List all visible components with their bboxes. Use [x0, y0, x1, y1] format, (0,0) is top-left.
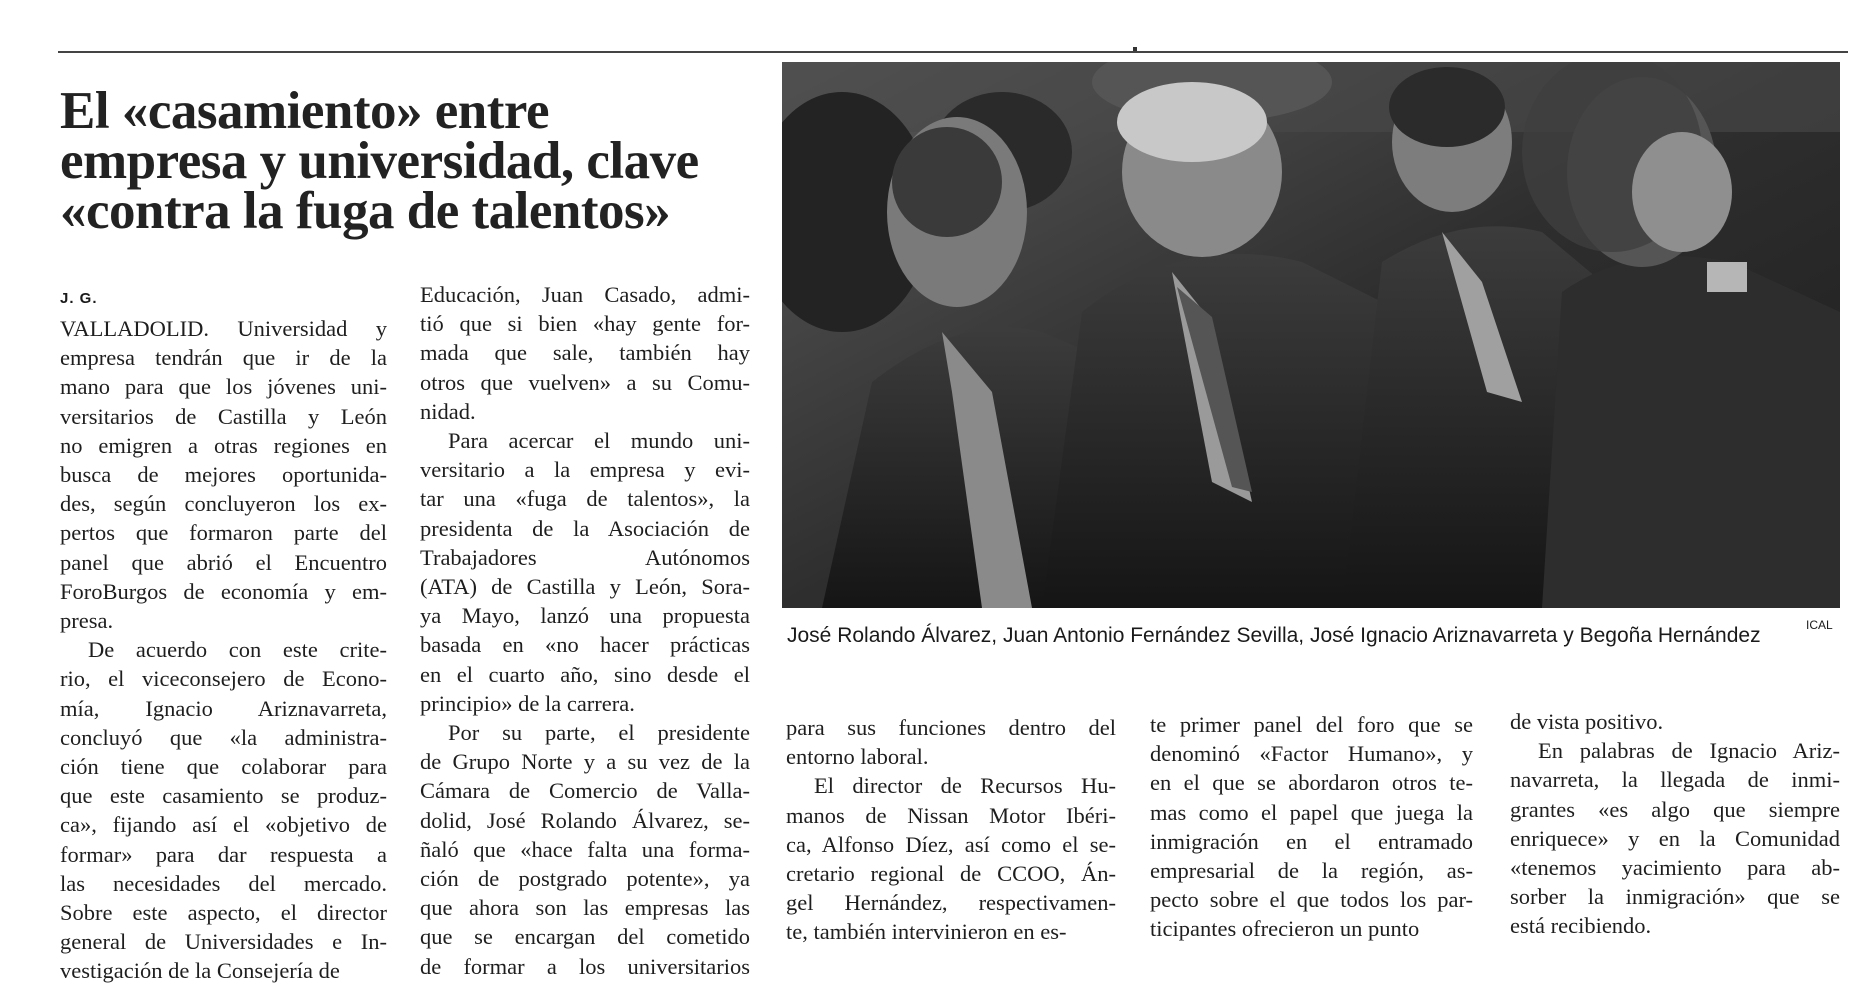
- article-line: inmigración en el entramado: [1150, 828, 1473, 854]
- article-line: sorber la inmigración» que se: [1510, 884, 1840, 910]
- article-line: Cámara de Comercio de Valla-: [420, 778, 750, 804]
- article-line: pecto sobre el que todos los par-: [1150, 887, 1473, 913]
- article-column-3: [786, 713, 1116, 947]
- article-line: basada en «no hacer prácticas: [420, 632, 750, 658]
- article-line: «tenemos yacimiento para ab-: [1510, 855, 1840, 881]
- article-line: presidenta de la Asociación de: [420, 515, 750, 541]
- article-line: (ATA) de Castilla y León, Sora-: [420, 574, 750, 600]
- rule-mark: [1133, 47, 1137, 51]
- article-line: ñaló que «hace falta una forma-: [420, 836, 750, 862]
- article-line: formar» para dar respuesta a: [60, 841, 387, 867]
- article-line: mía, Ignacio Ariznavarreta,: [60, 695, 387, 721]
- headline-line-2: empresa y universidad, clave: [60, 132, 699, 190]
- article-line: des, según concluyeron los ex-: [60, 491, 387, 517]
- article-line: nidad.: [420, 398, 476, 424]
- article-column-5: [1510, 707, 1840, 941]
- photo-caption: José Rolando Álvarez, Juan Antonio Fernández Sevilla, José Ignacio Ariznavarreta y Begoña Hernández: [787, 624, 1761, 647]
- article-line: para sus funciones dentro del: [786, 715, 1116, 740]
- article-line: está recibiendo.: [1510, 913, 1652, 939]
- article-line: Para acercar el mundo uni-: [448, 428, 750, 454]
- article-line: que este casamiento se produz-: [60, 783, 387, 809]
- article-line: de formar a los universitarios: [420, 953, 750, 979]
- article-line: gel Hernández, respectivamen-: [786, 890, 1116, 916]
- article-line: mas como el papel que juega la: [1150, 799, 1473, 825]
- article-line: tió que si bien «hay gente for-: [420, 311, 750, 337]
- article-line: Educación, Juan Casado, admi-: [420, 282, 750, 307]
- article-line: que se encargan del cometido: [420, 924, 750, 950]
- article-line: manos de Nissan Motor Ibéri-: [786, 802, 1116, 828]
- headline-line-3: «contra la fuga de talentos»: [60, 182, 671, 240]
- article-line: en el que se abordaron otros te-: [1150, 770, 1473, 796]
- article-line: Por su parte, el presidente: [448, 720, 750, 746]
- headline-line-1: El «casamiento» entre: [60, 82, 549, 140]
- article-line: tar una «fuga de talentos», la: [420, 486, 750, 512]
- article-line: te primer panel del foro que se: [1150, 712, 1473, 737]
- article-line: ca», fijando así el «objetivo de: [60, 812, 387, 838]
- article-line: versitarios de Castilla y León: [60, 403, 387, 429]
- article-column-1: [60, 314, 387, 986]
- article-line: ca, Alfonso Díez, así como el se-: [786, 831, 1116, 857]
- photo-image: [782, 62, 1840, 608]
- photo-credit: ICAL: [1806, 618, 1833, 632]
- article-line: navarreta, la llegada de inmi-: [1510, 767, 1840, 793]
- article-line: principio» de la carrera.: [420, 690, 635, 716]
- article-line: empresarial de la región, as-: [1150, 858, 1473, 884]
- article-line: de vista positivo.: [1510, 709, 1664, 734]
- headline: [60, 82, 760, 240]
- article-line: otros que vuelven» a su Comu-: [420, 369, 750, 395]
- article-line: mano para que los jóvenes uni-: [60, 374, 387, 400]
- article-line: busca de mejores oportunida-: [60, 462, 387, 488]
- article-line: VALLADOLID. Universidad y: [60, 316, 387, 341]
- article-line: las necesidades del mercado.: [60, 870, 387, 896]
- article-line: ción tiene que colaborar para: [60, 754, 387, 780]
- article-line: en el cuarto año, sino desde el: [420, 661, 750, 687]
- article-line: grantes «es algo que siempre: [1510, 796, 1840, 822]
- article-line: denominó «Factor Humano», y: [1150, 741, 1473, 767]
- article-line: ForoBurgos de economía y em-: [60, 578, 387, 604]
- byline: J. G.: [60, 290, 98, 307]
- article-line: dolid, José Rolando Álvarez, se-: [420, 807, 750, 833]
- article-line: te, también intervinieron en es-: [786, 919, 1067, 945]
- article-line: rio, el viceconsejero de Econo-: [60, 666, 387, 692]
- article-line: De acuerdo con este crite-: [88, 637, 387, 663]
- article-line: mada que sale, también hay: [420, 340, 750, 366]
- article-column-2: [420, 280, 750, 981]
- article-line: Sobre este aspecto, el director: [60, 900, 387, 926]
- article-line: empresa tendrán que ir de la: [60, 345, 387, 371]
- article-line: En palabras de Ignacio Ariz-: [1538, 738, 1840, 764]
- article-line: cretario regional de CCOO, Án-: [786, 861, 1116, 887]
- article-line: que ahora son las empresas las: [420, 895, 750, 921]
- article-line: general de Universidades e In-: [60, 929, 387, 955]
- article-line: Trabajadores Autónomos: [420, 544, 750, 570]
- article-line: pertos que formaron parte del: [60, 520, 387, 546]
- article-line: de Grupo Norte y a su vez de la: [420, 749, 750, 775]
- top-rule: [58, 51, 1848, 53]
- article-column-4: [1150, 710, 1473, 944]
- article-line: enriquece» y en la Comunidad: [1510, 825, 1840, 851]
- news-photo: [782, 62, 1840, 608]
- article-line: ticipantes ofrecieron un punto: [1150, 916, 1420, 942]
- article-line: versitario a la empresa y evi-: [420, 457, 750, 483]
- article-line: panel que abrió el Encuentro: [60, 549, 387, 575]
- article-line: presa.: [60, 608, 114, 634]
- article-line: concluyó que «la administra-: [60, 724, 387, 750]
- article-line: ya Mayo, lanzó una propuesta: [420, 603, 750, 629]
- article-line: no emigren a otras regiones en: [60, 432, 387, 458]
- article-line: El director de Recursos Hu-: [814, 773, 1116, 799]
- article-line: vestigación de la Consejería de: [60, 958, 340, 984]
- article-line: ción de postgrado potente», ya: [420, 866, 750, 892]
- article-line: entorno laboral.: [786, 744, 929, 770]
